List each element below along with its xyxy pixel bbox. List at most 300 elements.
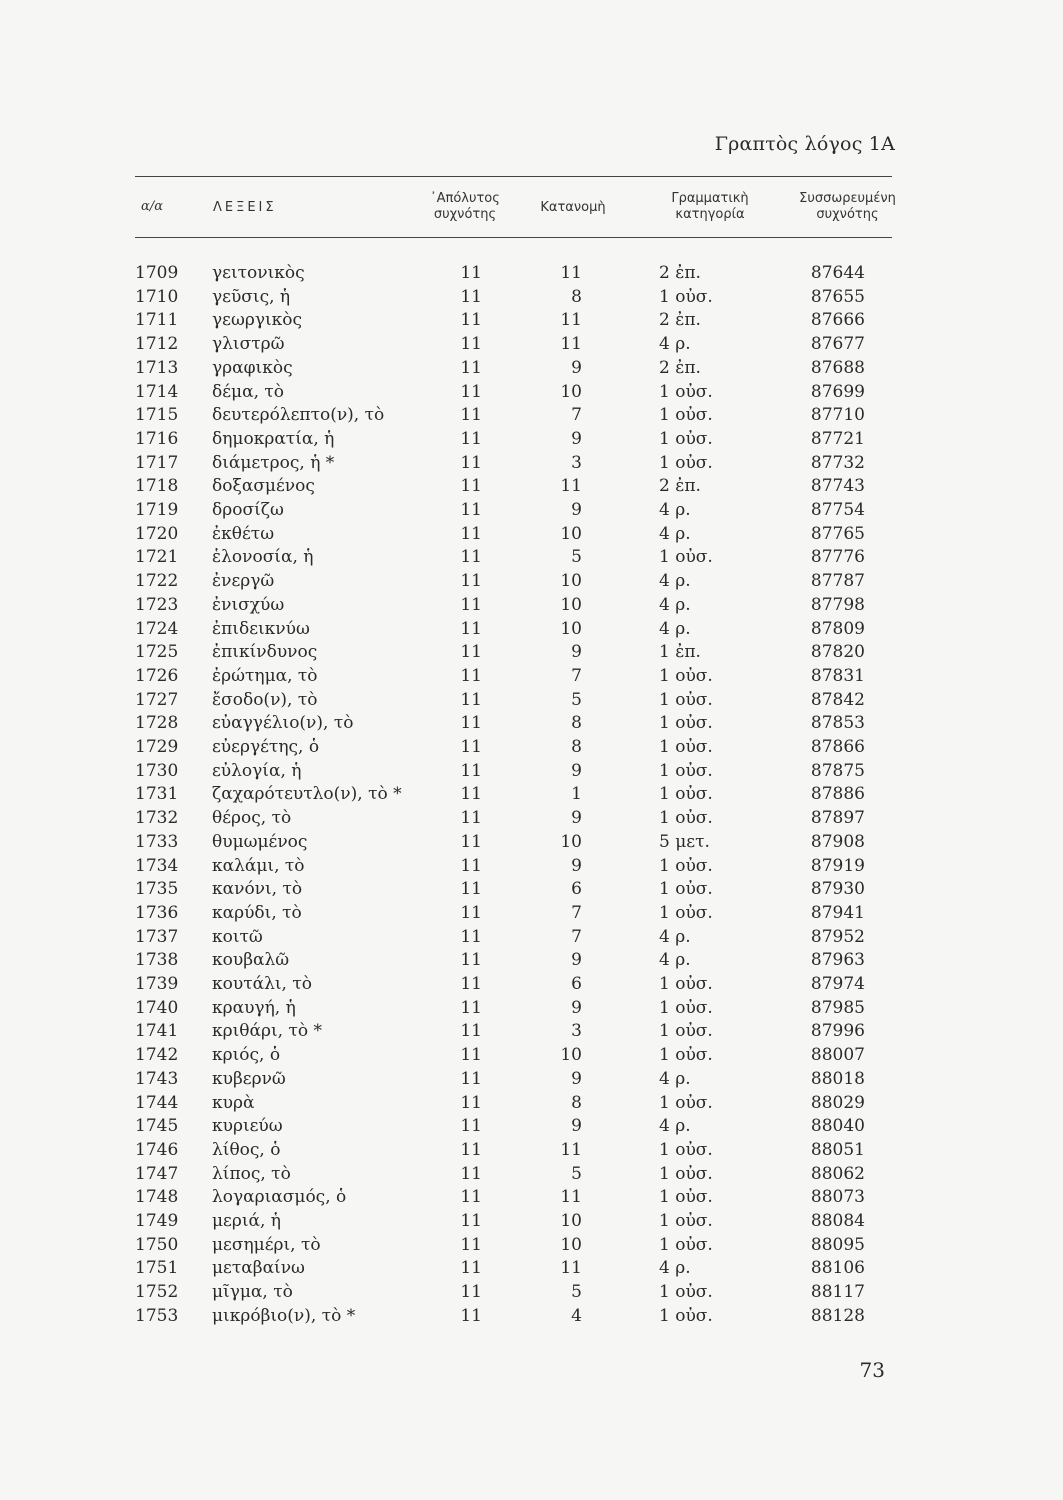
row-cumulative-frequency: 87776 (810, 547, 865, 568)
row-cumulative-frequency: 88128 (810, 1305, 865, 1326)
table-row (0, 854, 1063, 878)
table-row (0, 403, 1063, 427)
table-row (0, 806, 1063, 830)
row-distribution: 11 (560, 310, 582, 331)
row-distribution: 7 (571, 405, 582, 426)
row-distribution: 5 (571, 1282, 582, 1303)
table-row (0, 948, 1063, 972)
row-grammatical-category: 1 οὐσ. (659, 1211, 713, 1231)
row-absolute-frequency: 11 (460, 286, 482, 307)
row-distribution: 5 (571, 1163, 582, 1184)
row-word: ἔσοδο(ν), τὸ (212, 689, 318, 710)
column-header-word: ΛΕΞΕΙΣ (213, 200, 277, 215)
table-row (0, 451, 1063, 475)
row-grammatical-category: 1 οὐσ. (659, 713, 713, 734)
row-grammatical-category: 4 ρ. (659, 594, 691, 615)
table-row (0, 1256, 1063, 1280)
row-number: 1737 (135, 926, 179, 947)
row-absolute-frequency: 11 (460, 1305, 482, 1326)
row-number: 1725 (135, 642, 179, 663)
row-absolute-frequency: 11 (460, 950, 482, 971)
row-cumulative-frequency: 87875 (810, 760, 865, 781)
row-number: 1734 (135, 855, 179, 876)
row-grammatical-category: 1 οὐσ. (659, 737, 713, 757)
row-absolute-frequency: 11 (460, 642, 482, 663)
row-grammatical-category: 1 οὐσ. (659, 1021, 713, 1042)
row-distribution: 6 (571, 974, 582, 994)
row-number: 1712 (135, 334, 179, 355)
table-row (0, 664, 1063, 688)
row-absolute-frequency: 11 (460, 1068, 482, 1089)
row-word: ἐπικίνδυνος (212, 642, 318, 663)
row-grammatical-category: 1 οὐσ. (659, 855, 713, 876)
row-grammatical-category: 4 ρ. (659, 1258, 691, 1279)
row-grammatical-category: 1 οὐσ. (659, 974, 713, 994)
row-number: 1709 (135, 263, 179, 283)
row-number: 1752 (135, 1282, 179, 1303)
column-header-distribution: Κατανομὴ (540, 200, 606, 215)
row-number: 1718 (135, 476, 179, 497)
row-distribution: 9 (571, 428, 582, 449)
row-cumulative-frequency: 88051 (810, 1139, 865, 1160)
row-cumulative-frequency: 87655 (810, 286, 865, 307)
row-cumulative-frequency: 87710 (810, 405, 865, 426)
row-distribution: 10 (560, 1234, 582, 1255)
row-word: δροσίζω (212, 500, 284, 520)
row-absolute-frequency: 11 (460, 523, 482, 544)
row-word: κανόνι, τὸ (212, 879, 303, 900)
row-grammatical-category: 1 οὐσ. (659, 997, 713, 1018)
row-absolute-frequency: 11 (460, 760, 482, 781)
row-cumulative-frequency: 88007 (810, 1045, 865, 1066)
row-number: 1729 (135, 737, 179, 757)
table-row (0, 996, 1063, 1020)
row-word: μεταβαίνω (212, 1258, 305, 1279)
row-word: δοξασμένος (212, 476, 315, 497)
row-distribution: 10 (560, 594, 582, 615)
row-distribution: 7 (571, 902, 582, 923)
column-header-cumulative-line2: συχνότης (816, 207, 879, 222)
row-cumulative-frequency: 87644 (810, 263, 865, 283)
column-header-absolute-line1: ᾿Απόλυτος (430, 191, 500, 206)
row-grammatical-category: 4 ρ. (659, 523, 691, 544)
row-absolute-frequency: 11 (460, 1282, 482, 1303)
row-number: 1731 (135, 784, 179, 805)
row-absolute-frequency: 11 (460, 452, 482, 473)
row-absolute-frequency: 11 (460, 1258, 482, 1279)
row-distribution: 9 (571, 500, 582, 520)
row-number: 1736 (135, 902, 179, 923)
row-grammatical-category: 1 οὐσ. (659, 784, 713, 805)
row-distribution: 10 (560, 1045, 582, 1066)
row-distribution: 10 (560, 831, 582, 852)
row-word: κυριεύω (212, 1116, 283, 1137)
table-row (0, 522, 1063, 546)
row-cumulative-frequency: 87765 (810, 523, 865, 544)
row-absolute-frequency: 11 (460, 808, 482, 829)
row-grammatical-category: 2 ἐπ. (659, 476, 701, 497)
row-grammatical-category: 1 οὐσ. (659, 428, 713, 449)
column-header-num: α/α (141, 199, 163, 214)
row-absolute-frequency: 11 (460, 997, 482, 1018)
row-distribution: 11 (560, 476, 582, 497)
row-word: καλάμι, τὸ (212, 855, 305, 876)
row-number: 1720 (135, 523, 179, 544)
row-word: κριθάρι, τὸ * (212, 1021, 323, 1042)
row-number: 1732 (135, 808, 179, 829)
row-word: εὐλογία, ἡ (212, 760, 302, 781)
row-word: κουβαλῶ (212, 950, 290, 971)
table-row (0, 711, 1063, 735)
table-row (0, 380, 1063, 404)
row-distribution: 4 (571, 1305, 582, 1326)
table-row (0, 308, 1063, 332)
column-header-category-line2: κατηγορία (675, 207, 745, 222)
row-distribution: 11 (560, 1139, 582, 1160)
row-distribution: 9 (571, 855, 582, 876)
row-cumulative-frequency: 87985 (810, 997, 865, 1018)
running-head: Γραπτὸς λόγος 1Α (714, 133, 895, 155)
row-word: κυβερνῶ (212, 1068, 286, 1089)
row-grammatical-category: 1 οὐσ. (659, 1234, 713, 1255)
row-grammatical-category: 4 ρ. (659, 334, 691, 355)
table-row (0, 735, 1063, 759)
row-number: 1742 (135, 1045, 179, 1066)
table-row (0, 617, 1063, 641)
row-number: 1746 (135, 1139, 179, 1160)
row-absolute-frequency: 11 (460, 405, 482, 426)
table-row (0, 427, 1063, 451)
row-word: εὐεργέτης, ὁ (212, 737, 320, 757)
row-absolute-frequency: 11 (460, 926, 482, 947)
row-absolute-frequency: 11 (460, 1092, 482, 1113)
row-number: 1717 (135, 452, 179, 473)
row-grammatical-category: 1 οὐσ. (659, 405, 713, 426)
row-distribution: 1 (571, 784, 582, 805)
row-absolute-frequency: 11 (460, 879, 482, 900)
row-word: εὐαγγέλιο(ν), τὸ (212, 713, 354, 734)
row-grammatical-category: 4 ρ. (659, 950, 691, 971)
row-distribution: 8 (571, 713, 582, 734)
row-word: κραυγή, ἡ (212, 997, 296, 1018)
row-absolute-frequency: 11 (460, 594, 482, 615)
row-number: 1724 (135, 618, 179, 639)
row-cumulative-frequency: 88095 (810, 1234, 865, 1255)
row-grammatical-category: 1 οὐσ. (659, 808, 713, 829)
row-distribution: 9 (571, 808, 582, 829)
table-row (0, 356, 1063, 380)
row-word: δέμα, τὸ (212, 381, 285, 402)
row-word: μεσημέρι, τὸ (212, 1234, 321, 1255)
row-word: μῖγμα, τὸ (212, 1282, 293, 1303)
row-cumulative-frequency: 87919 (810, 855, 865, 876)
row-absolute-frequency: 11 (460, 263, 482, 283)
row-grammatical-category: 1 οὐσ. (659, 286, 713, 307)
row-word: ἐρώτημα, τὸ (212, 665, 318, 686)
row-grammatical-category: 4 ρ. (659, 618, 691, 639)
table-row (0, 759, 1063, 783)
row-absolute-frequency: 11 (460, 689, 482, 710)
column-header-absolute (410, 191, 520, 223)
row-word: γλιστρῶ (212, 334, 285, 355)
table-row (0, 1067, 1063, 1091)
row-distribution: 11 (560, 1258, 582, 1279)
row-absolute-frequency: 11 (460, 1234, 482, 1255)
row-number: 1722 (135, 571, 179, 592)
row-distribution: 5 (571, 547, 582, 568)
table-row (0, 877, 1063, 901)
row-absolute-frequency: 11 (460, 831, 482, 852)
row-grammatical-category: 1 οὐσ. (659, 689, 713, 710)
row-number: 1715 (135, 405, 179, 426)
row-word: ἐνισχύω (212, 594, 285, 615)
table-row (0, 901, 1063, 925)
row-grammatical-category: 1 οὐσ. (659, 1092, 713, 1113)
row-absolute-frequency: 11 (460, 381, 482, 402)
row-word: γεωργικὸς (212, 310, 303, 331)
row-grammatical-category: 4 ρ. (659, 1116, 691, 1137)
row-cumulative-frequency: 88018 (810, 1068, 865, 1089)
row-absolute-frequency: 11 (460, 476, 482, 497)
row-grammatical-category: 1 οὐσ. (659, 665, 713, 686)
row-absolute-frequency: 11 (460, 428, 482, 449)
row-distribution: 10 (560, 571, 582, 592)
row-cumulative-frequency: 87952 (810, 926, 865, 947)
table-row (0, 1114, 1063, 1138)
row-number: 1745 (135, 1116, 179, 1137)
row-distribution: 9 (571, 1068, 582, 1089)
row-distribution: 10 (560, 523, 582, 544)
row-number: 1750 (135, 1234, 179, 1255)
row-word: κοιτῶ (212, 926, 263, 947)
table-row (0, 593, 1063, 617)
row-distribution: 5 (571, 689, 582, 710)
row-word: λίπος, τὸ (212, 1163, 291, 1184)
row-number: 1728 (135, 713, 179, 734)
row-word: μικρόβιο(ν), τὸ * (212, 1305, 356, 1326)
row-word: δευτερόλεπτο(ν), τὸ (212, 405, 385, 426)
row-cumulative-frequency: 87886 (810, 784, 865, 805)
row-number: 1711 (135, 310, 179, 331)
row-absolute-frequency: 11 (460, 1045, 482, 1066)
row-absolute-frequency: 11 (460, 1116, 482, 1137)
row-distribution: 11 (560, 1187, 582, 1208)
row-grammatical-category: 1 οὐσ. (659, 1163, 713, 1184)
row-distribution: 8 (571, 286, 582, 307)
row-cumulative-frequency: 87820 (810, 642, 865, 663)
row-cumulative-frequency: 87677 (810, 334, 865, 355)
row-distribution: 3 (571, 452, 582, 473)
table-row (0, 1304, 1063, 1328)
column-header-absolute-line2: συχνότης (433, 207, 497, 222)
table-row (0, 1019, 1063, 1043)
row-word: ζαχαρότευτλο(ν), τὸ * (212, 784, 402, 805)
row-distribution: 11 (560, 334, 582, 355)
row-cumulative-frequency: 87941 (810, 902, 865, 923)
table-row (0, 1091, 1063, 1115)
table-row (0, 1162, 1063, 1186)
header-bottom-rule (135, 237, 892, 238)
row-number: 1733 (135, 831, 179, 852)
row-cumulative-frequency: 87866 (810, 737, 865, 757)
row-distribution: 3 (571, 1021, 582, 1042)
row-word: λογαριασμός, ὁ (212, 1187, 347, 1208)
row-word: θυμωμένος (212, 831, 308, 852)
row-absolute-frequency: 11 (460, 357, 482, 378)
row-cumulative-frequency: 88062 (810, 1163, 865, 1184)
row-number: 1726 (135, 665, 179, 686)
row-number: 1751 (135, 1258, 179, 1279)
row-number: 1727 (135, 689, 179, 710)
table-row (0, 1233, 1063, 1257)
row-number: 1744 (135, 1092, 179, 1113)
row-grammatical-category: 1 οὐσ. (659, 879, 713, 900)
row-cumulative-frequency: 87754 (810, 500, 865, 520)
row-cumulative-frequency: 87930 (810, 879, 865, 900)
row-cumulative-frequency: 87853 (810, 713, 865, 734)
row-cumulative-frequency: 88106 (810, 1258, 865, 1279)
row-word: ἐνεργῶ (212, 571, 275, 592)
table-row (0, 688, 1063, 712)
row-absolute-frequency: 11 (460, 334, 482, 355)
table-row (0, 830, 1063, 854)
header-top-rule (135, 176, 892, 177)
row-distribution: 9 (571, 950, 582, 971)
row-grammatical-category: 2 ἐπ. (659, 310, 701, 331)
table-row (0, 498, 1063, 522)
table-row (0, 782, 1063, 806)
row-cumulative-frequency: 87666 (810, 310, 865, 331)
row-distribution: 9 (571, 1116, 582, 1137)
table-row (0, 569, 1063, 593)
row-cumulative-frequency: 87842 (810, 689, 865, 710)
row-word: θέρος, τὸ (212, 808, 292, 829)
table-row (0, 1043, 1063, 1067)
row-absolute-frequency: 11 (460, 713, 482, 734)
row-word: ἐκθέτω (212, 523, 275, 544)
row-number: 1743 (135, 1068, 179, 1089)
row-cumulative-frequency: 87809 (810, 618, 865, 639)
row-grammatical-category: 4 ρ. (659, 571, 691, 592)
table-row (0, 261, 1063, 285)
row-distribution: 10 (560, 1211, 582, 1231)
column-header-category (650, 191, 770, 223)
row-absolute-frequency: 11 (460, 1187, 482, 1208)
row-number: 1710 (135, 286, 179, 307)
row-absolute-frequency: 11 (460, 784, 482, 805)
row-absolute-frequency: 11 (460, 1021, 482, 1042)
row-absolute-frequency: 11 (460, 902, 482, 923)
row-grammatical-category: 5 μετ. (659, 831, 710, 852)
column-header-cumulative (790, 191, 905, 223)
row-word: γειτονικὸς (212, 263, 305, 283)
row-cumulative-frequency: 87996 (810, 1021, 865, 1042)
row-word: μεριά, ἡ (212, 1211, 281, 1231)
row-grammatical-category: 1 οὐσ. (659, 1139, 713, 1160)
table-row (0, 1138, 1063, 1162)
row-cumulative-frequency: 87732 (810, 452, 865, 473)
row-number: 1748 (135, 1187, 179, 1208)
row-grammatical-category: 1 οὐσ. (659, 1187, 713, 1208)
row-number: 1719 (135, 500, 179, 520)
row-grammatical-category: 1 οὐσ. (659, 760, 713, 781)
row-grammatical-category: 4 ρ. (659, 926, 691, 947)
row-cumulative-frequency: 87908 (810, 831, 865, 852)
row-number: 1741 (135, 1021, 179, 1042)
row-word: ἐπιδεικνύω (212, 618, 310, 639)
row-cumulative-frequency: 87798 (810, 594, 865, 615)
table-row (0, 925, 1063, 949)
row-number: 1714 (135, 381, 179, 402)
table-row (0, 332, 1063, 356)
row-absolute-frequency: 11 (460, 618, 482, 639)
row-number: 1713 (135, 357, 179, 378)
row-word: καρύδι, τὸ (212, 902, 302, 923)
row-number: 1739 (135, 974, 179, 994)
row-grammatical-category: 2 ἐπ. (659, 263, 701, 283)
row-absolute-frequency: 11 (460, 665, 482, 686)
row-grammatical-category: 4 ρ. (659, 500, 691, 520)
row-number: 1749 (135, 1211, 179, 1231)
row-cumulative-frequency: 87688 (810, 357, 865, 378)
table-row (0, 1280, 1063, 1304)
row-absolute-frequency: 11 (460, 1163, 482, 1184)
row-number: 1738 (135, 950, 179, 971)
row-absolute-frequency: 11 (460, 974, 482, 994)
row-cumulative-frequency: 88029 (810, 1092, 865, 1113)
row-word: λίθος, ὁ (212, 1139, 281, 1160)
row-grammatical-category: 1 ἐπ. (659, 642, 701, 663)
row-cumulative-frequency: 88084 (810, 1211, 865, 1231)
row-absolute-frequency: 11 (460, 1139, 482, 1160)
row-grammatical-category: 4 ρ. (659, 1068, 691, 1089)
row-word: διάμετρος, ἡ * (212, 452, 335, 473)
row-absolute-frequency: 11 (460, 547, 482, 568)
row-absolute-frequency: 11 (460, 571, 482, 592)
row-cumulative-frequency: 88117 (810, 1282, 865, 1303)
row-number: 1716 (135, 428, 179, 449)
row-cumulative-frequency: 87787 (810, 571, 865, 592)
row-absolute-frequency: 11 (460, 500, 482, 520)
row-word: κριός, ὁ (212, 1045, 281, 1066)
page-number: 73 (859, 1358, 885, 1382)
row-distribution: 7 (571, 665, 582, 686)
row-number: 1730 (135, 760, 179, 781)
row-cumulative-frequency: 87743 (810, 476, 865, 497)
row-word: κυρὰ (212, 1092, 255, 1113)
row-word: γεῦσις, ἡ (212, 286, 291, 307)
row-distribution: 10 (560, 618, 582, 639)
row-distribution: 9 (571, 642, 582, 663)
row-word: δημοκρατία, ἡ (212, 428, 335, 449)
row-cumulative-frequency: 87699 (810, 381, 865, 402)
row-absolute-frequency: 11 (460, 855, 482, 876)
row-grammatical-category: 1 οὐσ. (659, 902, 713, 923)
row-distribution: 9 (571, 357, 582, 378)
table-row (0, 285, 1063, 309)
row-number: 1735 (135, 879, 179, 900)
row-grammatical-category: 1 οὐσ. (659, 547, 713, 568)
row-distribution: 11 (560, 263, 582, 283)
table-row (0, 640, 1063, 664)
row-grammatical-category: 1 οὐσ. (659, 1282, 713, 1303)
column-header-cumulative-line1: Συσσωρευμένη (799, 191, 896, 206)
row-distribution: 9 (571, 760, 582, 781)
row-word: κουτάλι, τὸ (212, 974, 312, 994)
row-cumulative-frequency: 87721 (810, 428, 865, 449)
row-number: 1723 (135, 594, 179, 615)
column-header-category-line1: Γραμματικὴ (671, 191, 749, 206)
